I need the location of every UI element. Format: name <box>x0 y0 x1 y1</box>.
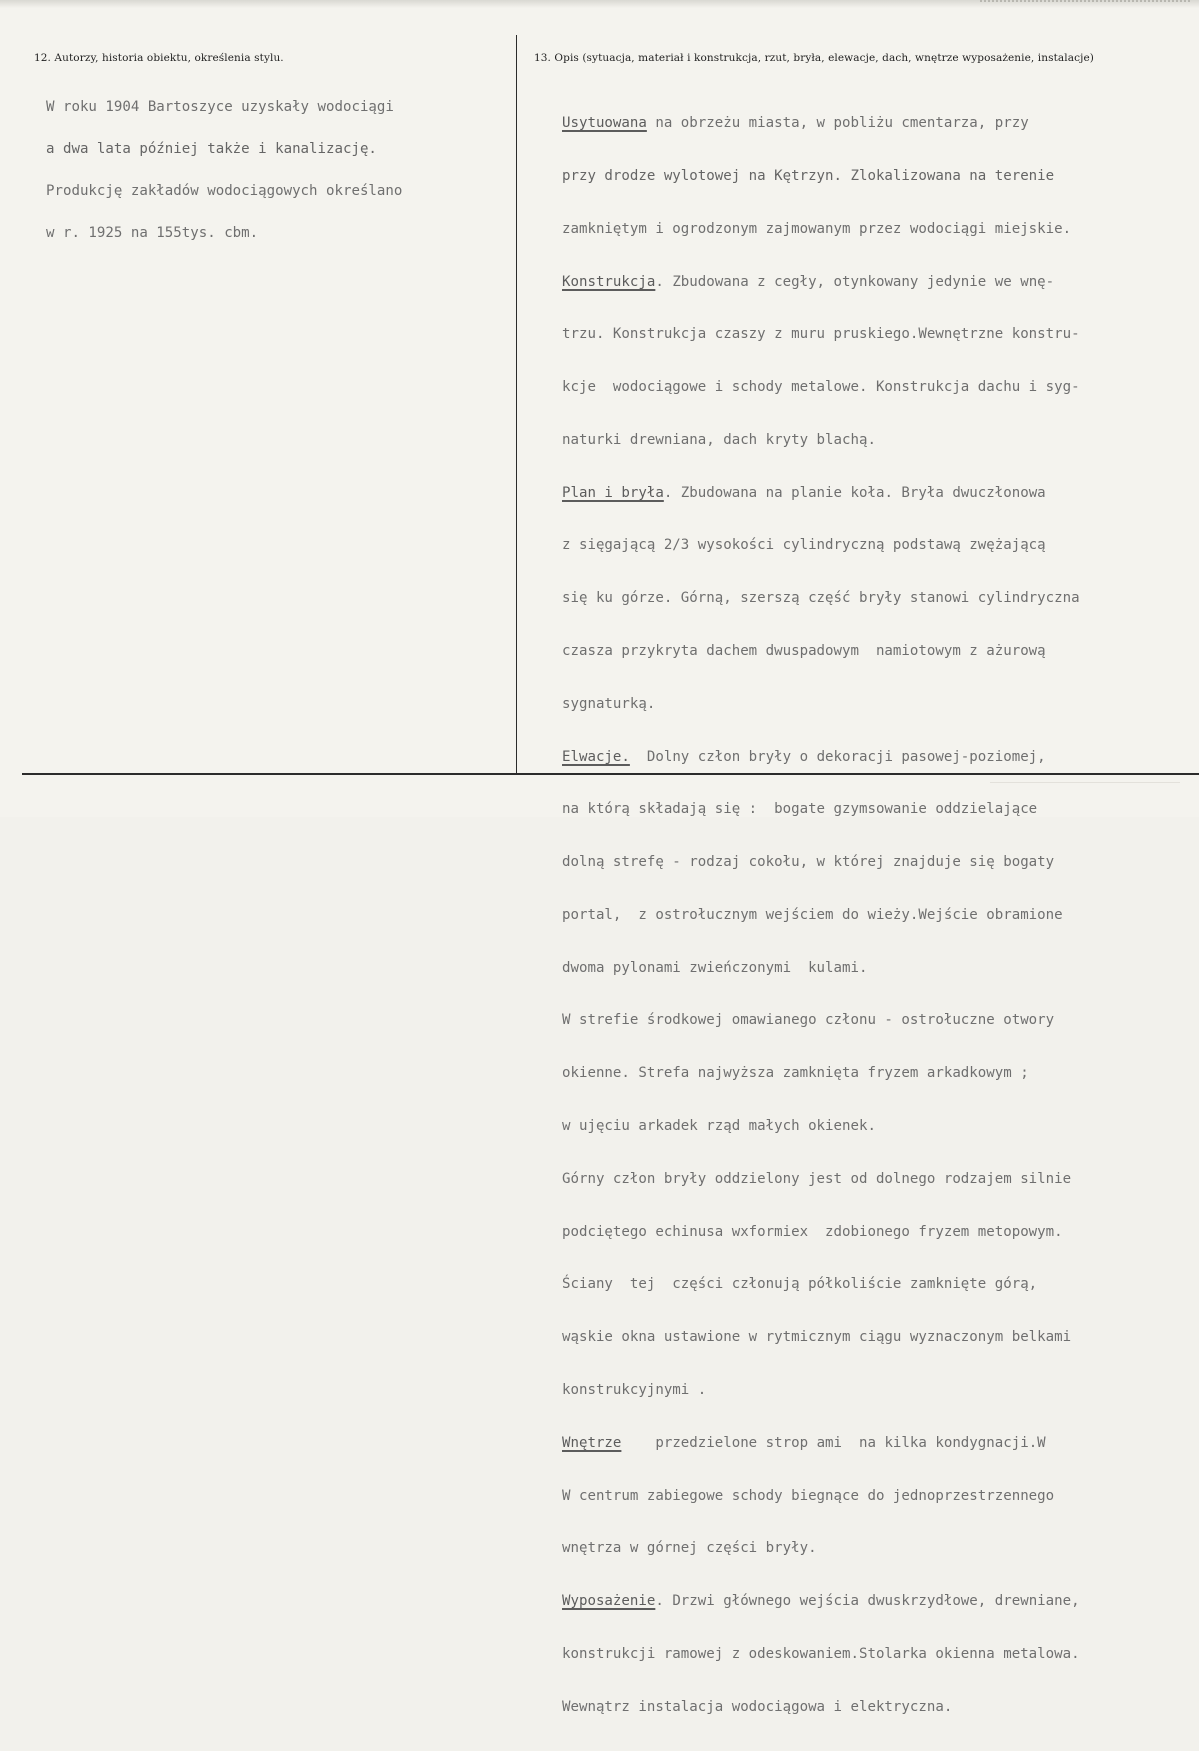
text-line: Produkcję zakładów wodociągowych określano <box>46 183 403 199</box>
section-12-heading: 12. Autorzy, historia obiektu, określenia stylu. <box>34 52 284 64</box>
text-line <box>562 537 1080 555</box>
text-line <box>562 1488 1080 1506</box>
text-line <box>562 326 1080 344</box>
line-text: W strefie środkowej omawianego członu - ostrołuczne otwory <box>562 1012 1055 1029</box>
line-text: dwoma pylonami zwieńczonymi kulami. <box>562 959 868 976</box>
line-text: w ujęciu arkadek rząd małych okienek. <box>562 1118 876 1135</box>
line-text: wnętrza w górnej części bryły. <box>562 1540 817 1557</box>
line-text: konstrukcji ramowej z odeskowaniem.Stolarka okienna metalowa. <box>562 1645 1080 1662</box>
text-line <box>562 1646 1080 1664</box>
text-line <box>562 907 1080 925</box>
text-line <box>562 1382 1080 1400</box>
text-line <box>562 1065 1080 1083</box>
text-line <box>562 590 1080 608</box>
underlined-heading: Wnętrze <box>562 1434 622 1451</box>
underlined-heading: Wyposażenie <box>562 1593 656 1610</box>
line-text: portal, z ostrołucznym wejściem do wieży.Wejście obramione <box>562 906 1063 923</box>
line-text: przy drodze wylotowej na Kętrzyn. Zlokalizowana na terenie <box>562 167 1055 184</box>
line-text: . Drzwi głównego wejścia dwuskrzydłowe, drewniane, <box>655 1593 1080 1610</box>
text-line <box>562 379 1080 397</box>
text-line: w r. 1925 na 155tys. cbm. <box>46 225 259 241</box>
underlined-heading: Elwacje. <box>562 748 630 765</box>
section-13-text <box>562 80 1080 1751</box>
text-line <box>562 960 1080 978</box>
line-text: przedzielone strop ami na kilka kondygnacji.W <box>621 1434 1046 1451</box>
text-line <box>562 1540 1080 1558</box>
text-line <box>562 696 1080 714</box>
line-text: . Zbudowana z cegły, otynkowany jedynie we wnę- <box>655 273 1055 290</box>
line-text: Wewnątrz instalacja wodociągowa i elektryczna. <box>562 1698 953 1715</box>
text-line <box>562 1012 1080 1030</box>
line-text: zamkniętym i ogrodzonym zajmowanym przez wodociągi miejskie. <box>562 220 1072 237</box>
line-text: konstrukcyjnymi . <box>562 1381 707 1398</box>
line-text: czasza przykryta dachem dwuspadowym namiotowym z ażurową <box>562 643 1046 659</box>
underlined-heading: Konstrukcja <box>562 273 656 290</box>
line-text: dolną strefę - rodzaj cokołu, w której znajduje się bogaty <box>562 854 1055 871</box>
section-13-heading: 13. Opis (sytuacja, materiał i konstrukcja, rzut, bryła, elewacje, dach, wnętrze wyposażenie, instalacje) <box>534 52 1094 64</box>
text-line <box>562 854 1080 872</box>
line-text: Ściany tej części członują półkoliście zamknięte górą, <box>562 1276 1038 1293</box>
top-edge-marks <box>980 0 1190 8</box>
text-line <box>562 221 1080 239</box>
underlined-heading: Usytuowana <box>562 115 647 132</box>
bottom-edge-marks <box>990 782 1180 813</box>
line-text: z sięgającą 2/3 wysokości cylindryczną podstawą zwężającą <box>562 537 1046 554</box>
section-12-text <box>46 72 402 268</box>
line-text: się ku górze. Górną, szerszą część bryły stanowi cylindryczna <box>562 590 1080 607</box>
text-line <box>562 643 1080 661</box>
line-text: naturki drewniana, dach kryty blachą. <box>562 431 876 448</box>
text-line: a dwa lata później także i kanalizację. <box>46 141 377 157</box>
text-line <box>562 485 1080 503</box>
text-line <box>562 1435 1080 1453</box>
text-line <box>562 1118 1080 1136</box>
line-text: . Zbudowana na planie koła. Bryła dwuczłonowa <box>663 484 1046 501</box>
text-line <box>562 1329 1080 1347</box>
line-text: na którą składają się : bogate gzymsowanie oddzielające <box>562 801 1038 818</box>
text-line: W roku 1904 Bartoszyce uzyskały wodociągi <box>46 99 394 115</box>
bottom-rule <box>22 773 1199 775</box>
line-text: okienne. Strefa najwyższa zamknięta fryzem arkadkowym ; <box>562 1065 1029 1082</box>
line-text: sygnaturką. <box>562 695 656 712</box>
line-text: wąskie okna ustawione w rytmicznym ciągu wyznaczonym belkami <box>562 1329 1072 1346</box>
line-text: W centrum zabiegowe schody biegnące do jednoprzestrzennego <box>562 1487 1055 1504</box>
line-text: Górny człon bryły oddzielony jest od dolnego rodzajem silnie <box>562 1170 1072 1187</box>
text-line <box>562 432 1080 450</box>
text-line <box>562 274 1080 292</box>
text-line <box>562 1224 1080 1242</box>
text-line <box>562 168 1080 186</box>
line-text: na obrzeżu miasta, w pobliżu cmentarza, przy <box>646 115 1029 132</box>
line-text: Dolny człon bryły o dekoracji pasowej-poziomej, <box>629 748 1046 765</box>
line-text: podciętego echinusa wxformiex zdobionego fryzem metopowym. <box>562 1223 1063 1240</box>
line-text: trzu. Konstrukcja czaszy z muru pruskiego.Wewnętrzne konstru- <box>562 326 1080 343</box>
line-text: kcje wodociągowe i schody metalowe. Konstrukcja dachu i syg- <box>562 379 1080 396</box>
text-line <box>562 115 1080 133</box>
text-line <box>562 1593 1080 1611</box>
underlined-heading: Plan i bryła <box>562 484 664 501</box>
text-line <box>562 1699 1080 1717</box>
column-divider <box>516 35 517 773</box>
text-line <box>562 1276 1080 1294</box>
text-line <box>562 1171 1080 1189</box>
text-line <box>562 749 1080 767</box>
